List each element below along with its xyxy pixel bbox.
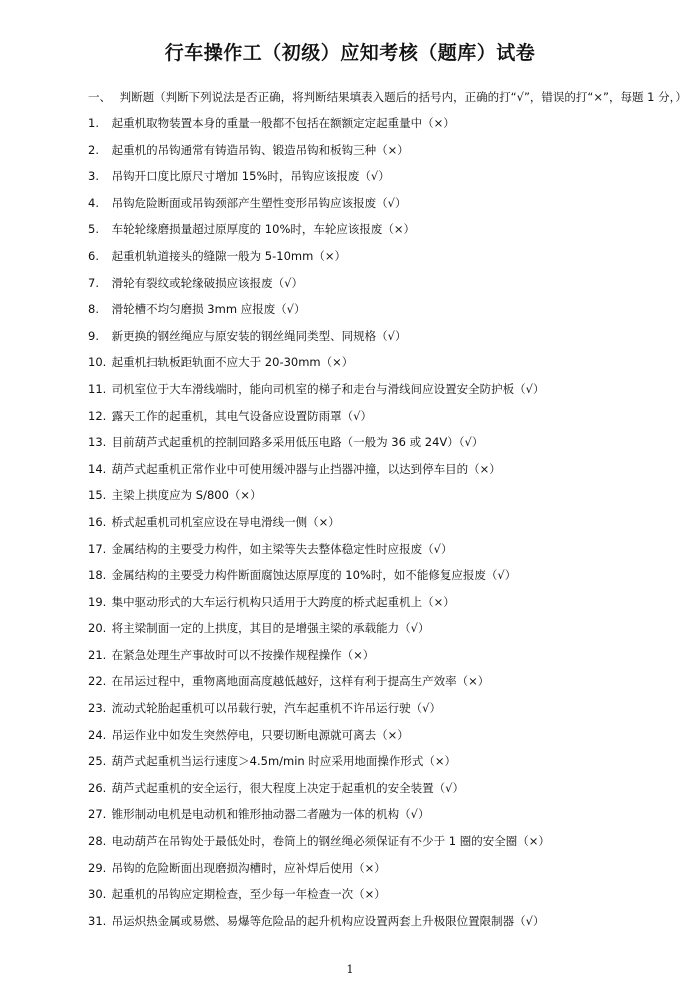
question-text: 葫芦式起重机正常作业中可使用缓冲器与止挡器冲撞，以达到停车目的（×） [111, 461, 501, 476]
question-item [88, 595, 688, 622]
section-instructions: 判断题（判断下列说法是否正确，将判断结果填表入题后的括号内，正确的打“√”，错误的打“×”，每题 1 分，） [119, 90, 687, 104]
question-text: 起重机的吊钩应定期检查，至少每一年检查一次（×） [111, 887, 386, 902]
question-text: 电动葫芦在吊钩处于最低处时，卷筒上的钢丝绳必须保证有不少于 1 圈的安全圈（×） [111, 834, 550, 849]
question-text: 主梁上拱度应为 S/800（×） [111, 488, 262, 503]
question-text: 新更换的钢丝绳应与原安装的钢丝绳同类型、同规格（√） [111, 328, 407, 343]
question-item [88, 621, 688, 648]
question-item [88, 462, 688, 489]
question-number: 3. [88, 169, 99, 184]
question-text: 起重机取物装置本身的重量一般都不包括在额额定定起重量中（×） [111, 116, 455, 130]
question-number: 5. [88, 222, 99, 237]
question-number: 4. [88, 195, 99, 210]
question-list [88, 116, 688, 940]
question-number: 21. [88, 647, 107, 662]
question-item [88, 515, 688, 542]
question-item [88, 222, 688, 249]
question-number: 1. [88, 116, 99, 130]
question-item [88, 754, 688, 781]
question-text: 集中驱动形式的大车运行机构只适用于大跨度的桥式起重机上（×） [111, 594, 455, 609]
question-number: 28. [88, 834, 107, 849]
question-item [88, 355, 688, 382]
question-item [88, 196, 688, 223]
question-text: 吊钩开口度比原尺寸增加 15%时，吊钩应该报废（√） [111, 169, 390, 184]
question-item [88, 435, 688, 462]
question-number: 23. [88, 701, 107, 716]
question-number: 25. [88, 754, 107, 769]
question-item [88, 568, 688, 595]
question-number: 19. [88, 594, 107, 609]
question-text: 车轮轮缘磨损量超过原厚度的 10%时，车轮应该报废（×） [111, 222, 416, 237]
document-title: 行车操作工（初级）应知考核（题库）试卷 [164, 42, 536, 64]
question-number: 30. [88, 887, 107, 902]
question-number: 29. [88, 860, 107, 875]
question-number: 11. [88, 381, 107, 396]
question-number: 17. [88, 541, 107, 556]
question-text: 吊运作业中如发生突然停电，只要切断电源就可离去（×） [111, 727, 409, 742]
question-item [88, 276, 688, 303]
question-text: 起重机轨道接头的缝隙一般为 5-10mm（×） [111, 248, 346, 263]
question-number: 6. [88, 248, 99, 263]
question-text: 锥形制动电机是电动机和锥形抽动器二者融为一体的机构（√） [111, 807, 430, 822]
question-number: 20. [88, 621, 107, 636]
question-number: 27. [88, 807, 107, 822]
question-number: 18. [88, 568, 107, 583]
question-text: 葫芦式起重机的安全运行，很大程度上决定于起重机的安全装置（√） [111, 780, 464, 795]
question-text: 起重机扫轨板距轨面不应大于 20-30mm（×） [111, 355, 354, 370]
question-text: 起重机的吊钩通常有铸造吊钩、锻造吊钩和板钩三种（×） [111, 142, 409, 157]
question-item [88, 116, 688, 143]
question-item [88, 674, 688, 701]
question-text: 桥式起重机司机室应设在导电滑线一侧（×） [111, 514, 340, 529]
question-item [88, 781, 688, 808]
question-item [88, 488, 688, 515]
question-number: 7. [88, 275, 99, 290]
question-text: 司机室位于大车滑线端时，能向司机室的梯子和走台与滑线间应设置安全防护板（√） [111, 381, 545, 396]
question-text: 吊钩危险断面或吊钩颈部产生塑性变形吊钩应该报废（√） [111, 195, 407, 210]
question-number: 15. [88, 488, 107, 503]
question-item [88, 728, 688, 755]
question-number: 13. [88, 435, 107, 450]
question-item [88, 542, 688, 569]
question-text: 将主梁制面一定的上拱度，其目的是增强主梁的承载能力（√） [111, 621, 430, 636]
question-number: 31. [88, 913, 107, 928]
question-number: 14. [88, 461, 107, 476]
question-item [88, 329, 688, 356]
question-item [88, 807, 688, 834]
question-text: 滑轮有裂纹或轮缘破损应该报废（√） [111, 275, 303, 290]
question-item [88, 409, 688, 436]
question-item [88, 382, 688, 409]
question-number: 24. [88, 727, 107, 742]
question-item [88, 701, 688, 728]
question-item [88, 887, 688, 914]
question-text: 滑轮槽不均匀磨损 3mm 应报废（√） [111, 302, 306, 317]
question-item [88, 648, 688, 675]
question-item [88, 169, 688, 196]
question-text: 目前葫芦式起重机的控制回路多采用低压电路（一般为 36 或 24V）（√） [111, 435, 484, 450]
question-item [88, 302, 688, 329]
question-text: 流动式轮胎起重机可以吊载行驶，汽车起重机不许吊运行驶（√） [111, 701, 441, 716]
question-item [88, 834, 688, 861]
question-item [88, 143, 688, 170]
question-text: 吊运炽热金属或易燃、易爆等危险品的起升机构应设置两套上升极限位置限制器（√） [111, 913, 545, 928]
section-number: 一、 [88, 90, 111, 104]
question-text: 在紧急处理生产事故时可以不按操作规程操作（×） [111, 647, 375, 662]
section-heading [88, 89, 687, 105]
question-text: 葫芦式起重机当运行速度＞4.5m/min 时应采用地面操作形式（×） [111, 754, 456, 769]
question-text: 金属结构的主要受力构件断面腐蚀达原厚度的 10%时，如不能修复应报废（√） [111, 568, 517, 583]
question-text: 露天工作的起重机，其电气设备应设置防雨罩（√） [111, 408, 372, 423]
question-item [88, 914, 688, 941]
question-number: 10. [88, 355, 107, 370]
question-number: 2. [88, 142, 99, 157]
question-text: 金属结构的主要受力构件，如主梁等失去整体稳定性时应报废（√） [111, 541, 453, 556]
question-number: 12. [88, 408, 107, 423]
question-number: 8. [88, 302, 99, 317]
question-text: 在吊运过程中，重物离地面高度越低越好，这样有利于提高生产效率（×） [111, 674, 490, 689]
page-number: 1 [346, 963, 354, 976]
question-number: 22. [88, 674, 107, 689]
question-item [88, 249, 688, 276]
question-number: 16. [88, 514, 107, 529]
question-text: 吊钩的危险断面出现磨损沟槽时，应补焊后使用（×） [111, 860, 386, 875]
question-number: 9. [88, 328, 99, 343]
question-number: 26. [88, 780, 107, 795]
question-item [88, 861, 688, 888]
